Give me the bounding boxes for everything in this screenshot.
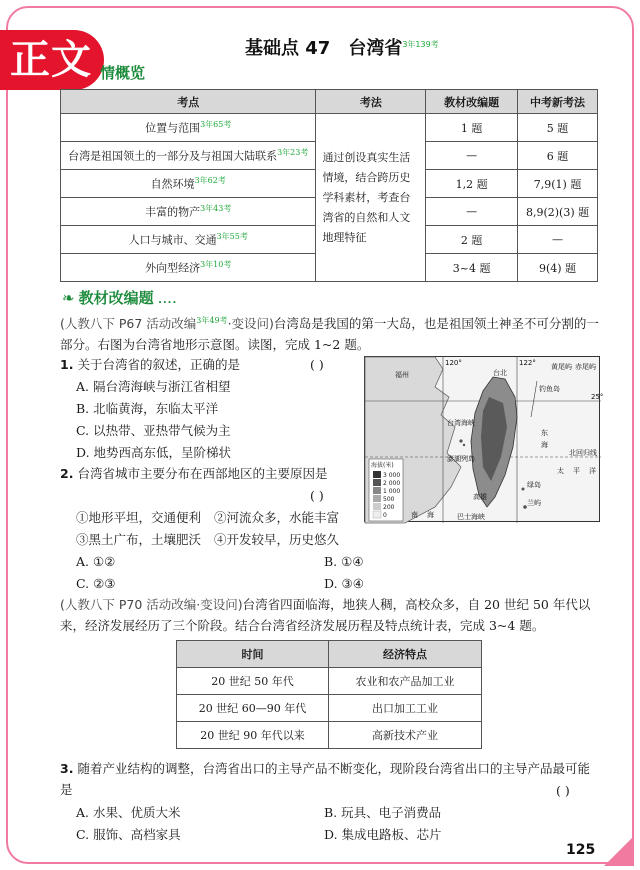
q3-option-d[interactable]: D. 集成电路板、芯片: [324, 827, 442, 842]
point-cell: 丰富的物产$^{3年43考}$: [61, 198, 316, 226]
economy-header-row: [177, 641, 482, 668]
title-main: 台湾省: [348, 38, 403, 59]
svg-text:25°: 25°: [591, 393, 604, 401]
new-cell: 7,9(1) 题: [518, 170, 598, 198]
map-label-huangwei: 黄尾屿: [551, 363, 572, 371]
textbook-cell: 1,2 题: [426, 170, 518, 198]
answer-paren[interactable]: ( ): [556, 783, 570, 798]
svg-text:0: 0: [383, 512, 387, 519]
table-row: 20 世纪 50 年代 农业和农产品加工业: [177, 668, 482, 695]
svg-text:洋: 洋: [589, 467, 596, 475]
new-cell: 8,9(2)(3) 题: [518, 198, 598, 226]
method-cell: 通过创设真实生活情境，结合跨历史学科素材，考查台湾省的自然和人文地理特征: [316, 114, 426, 282]
svg-text:122°: 122°: [519, 359, 536, 367]
answer-paren[interactable]: ( ): [310, 488, 324, 503]
table-row: 20 世纪 60—90 年代 出口加工工业: [177, 695, 482, 722]
taiwan-topographic-map: [364, 356, 604, 522]
svg-text:200: 200: [383, 504, 395, 511]
map-label-lanyu: 兰屿: [527, 499, 541, 507]
new-cell: —: [518, 226, 598, 254]
col-new: 中考新考法: [518, 90, 598, 114]
q2-option-c[interactable]: C. ②③: [76, 576, 116, 591]
map-label-diaoyu: 钓鱼岛: [539, 385, 560, 393]
q1-option-a[interactable]: A. 隔台湾海峡与浙江省相望: [76, 379, 231, 394]
title-exam-count: 3年139考: [402, 40, 439, 49]
answer-paren[interactable]: ( ): [310, 357, 324, 372]
textbook-cell: 2 题: [426, 226, 518, 254]
q1-option-d[interactable]: D. 地势西高东低，呈阶梯状: [76, 445, 232, 460]
svg-text:3 000: 3 000: [383, 472, 401, 479]
point-cell: 外向型经济$^{3年10考}$: [61, 254, 316, 282]
passage-1: (人教八下 P67 活动改编$^{3年49考}$·变设问)台湾岛是我国的第一大岛，也是祖国领土神圣不可分割的一部分。右图为台湾省地形示意图。读图，完成 1~2 题。: [60, 316, 599, 353]
svg-text:南: 南: [411, 511, 418, 519]
q3-option-c[interactable]: C. 服饰、高档家具: [76, 827, 181, 842]
section-badge: 正文: [0, 30, 104, 90]
point-cell: 自然环境$^{3年62考}$: [61, 170, 316, 198]
page-title: [245, 34, 439, 60]
section-overview-heading: 情概览: [100, 64, 146, 82]
textbook-cell: —: [426, 198, 518, 226]
q3-option-b[interactable]: B. 玩具、电子消费品: [324, 805, 442, 820]
q2-item-2: ②河流众多，水能丰富: [214, 510, 340, 525]
page-number: 125: [566, 842, 596, 858]
svg-text:2 000: 2 000: [383, 480, 401, 487]
map-label-fuzhou: 福州: [395, 371, 409, 379]
new-cell: 9(4) 题: [518, 254, 598, 282]
overview-header-row: [61, 90, 598, 114]
economy-table: [176, 640, 482, 749]
section-textbook-heading: ❧ 教材改编题 ....: [62, 289, 178, 307]
textbook-cell: —: [426, 142, 518, 170]
col-method: 考法: [316, 90, 426, 114]
map-label-tropic: 北回归线: [569, 449, 597, 457]
q2-item-4: ④开发较早，历史悠久: [214, 532, 340, 547]
q2-item-3: ③黑土广布，土壤肥沃: [76, 532, 202, 547]
q1-option-c[interactable]: C. 以热带、亚热带气候为主: [76, 423, 231, 438]
leaf-icon: ❧: [62, 289, 75, 307]
point-cell: 位置与范围$^{3年65考}$: [61, 114, 316, 142]
q3-option-a[interactable]: A. 水果、优质大米: [76, 805, 181, 820]
passage-2: (人教八下 P70 活动改编·变设问)台湾省四面临海，地狭人稠，高校众多，自 20 世纪 50 年代以来，经济发展经历了三个阶段。结合台湾省经济发展历程及特点统计表，完成 3~4 题。: [60, 597, 591, 633]
map-label-bashi: 巴士海峡: [457, 513, 485, 521]
overview-table: [60, 89, 598, 282]
point-cell: 台湾是祖国领土的一部分及与祖国大陆联系$^{3年23考}$: [61, 142, 316, 170]
map-label-kaohsiung: 高雄: [473, 493, 487, 501]
col-time: 时间: [177, 641, 329, 668]
q2-option-a[interactable]: A. ①②: [76, 554, 116, 569]
map-label-taipei: 台北: [493, 369, 507, 377]
map-label-ludao: 绿岛: [527, 481, 541, 489]
svg-text:120°: 120°: [445, 359, 462, 367]
table-row: [61, 114, 598, 142]
question-3: 3. 随着产业结构的调整，台湾省出口的主导产品不断变化，现阶段台湾省出口的主导产品最可能是: [60, 761, 590, 797]
legend-title: 海拔(米): [371, 462, 394, 469]
col-feature: 经济特点: [329, 641, 482, 668]
map-label-chiwei: 赤尾屿: [575, 363, 596, 371]
table-row: 20 世纪 90 年代以来 高新技术产业: [177, 722, 482, 749]
textbook-cell: 1 题: [426, 114, 518, 142]
svg-text:海: 海: [427, 511, 434, 519]
col-point: 考点: [61, 90, 316, 114]
point-cell: 人口与城市、交通$^{3年55考}$: [61, 226, 316, 254]
q2-option-b[interactable]: B. ①④: [324, 554, 364, 569]
map-label-strait: 台湾海峡: [447, 419, 475, 427]
new-cell: 6 题: [518, 142, 598, 170]
question-2: 2. 台湾省城市主要分布在西部地区的主要原因是: [60, 466, 328, 481]
title-prefix: 基础点 47: [245, 38, 331, 59]
svg-text:海: 海: [541, 441, 548, 449]
svg-text:1 000: 1 000: [383, 488, 401, 495]
col-textbook: 教材改编题: [426, 90, 518, 114]
page-corner-decoration: [604, 836, 634, 866]
q1-option-b[interactable]: B. 北临黄海，东临太平洋: [76, 401, 219, 416]
textbook-cell: 3~4 题: [426, 254, 518, 282]
new-cell: 5 题: [518, 114, 598, 142]
svg-text:太: 太: [557, 467, 564, 475]
svg-text:平: 平: [573, 467, 580, 475]
svg-text:500: 500: [383, 496, 395, 503]
q2-option-d[interactable]: D. ③④: [324, 576, 364, 591]
svg-text:东: 东: [541, 429, 548, 437]
q2-item-1: ①地形平坦，交通便利: [76, 510, 202, 525]
question-1: 1. 关于台湾省的叙述，正确的是 ( ): [60, 354, 360, 375]
map-label-penghu: 澎湖列岛: [447, 455, 475, 463]
